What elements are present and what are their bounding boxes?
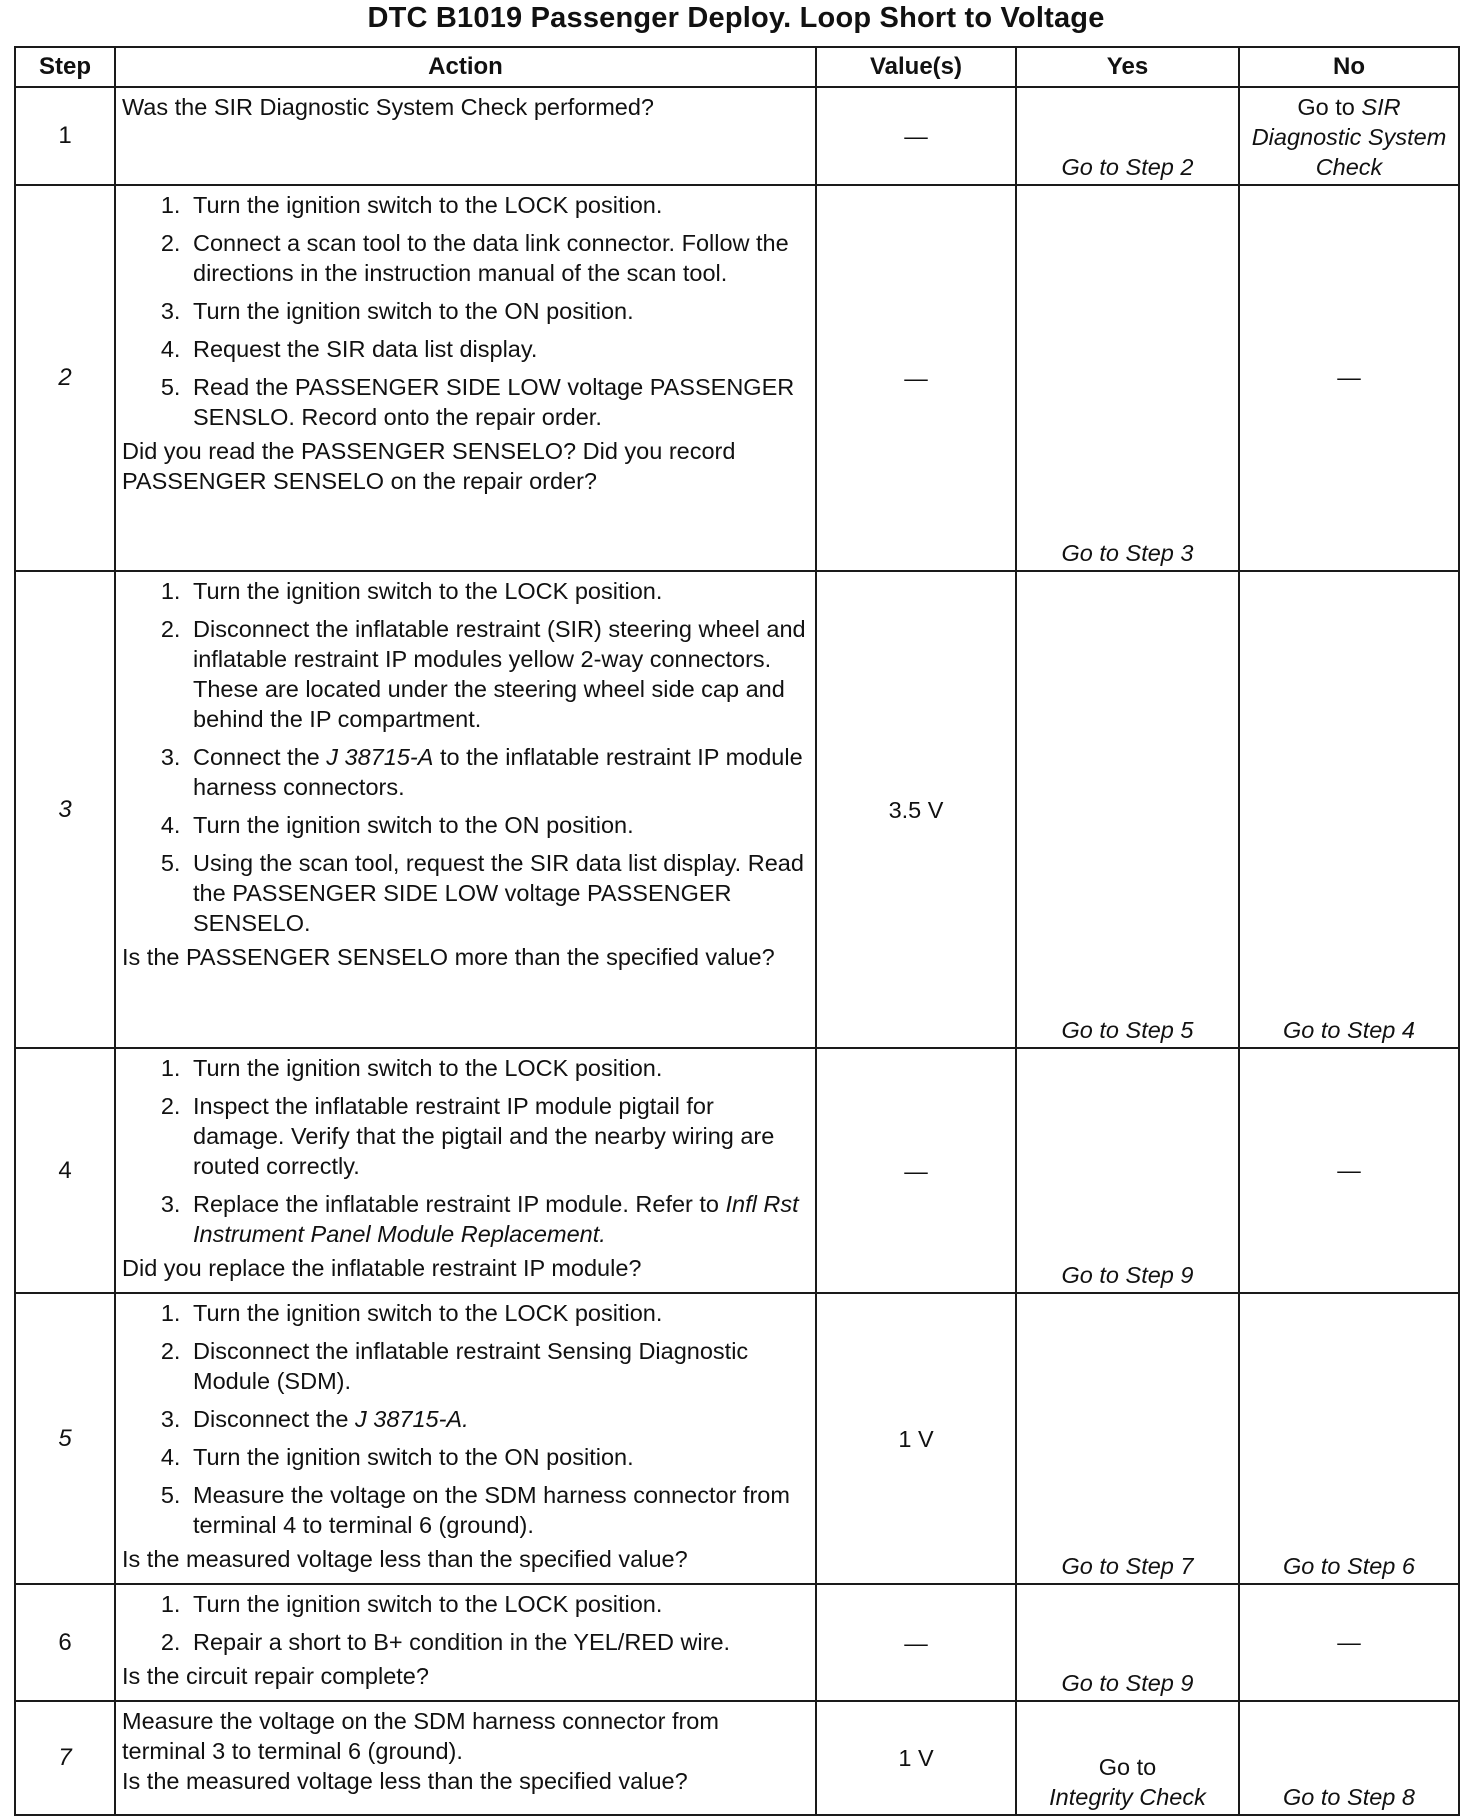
action-step [187, 1189, 809, 1249]
no-prefix: Go to [1297, 94, 1355, 120]
table-row-step-6 [15, 1584, 1459, 1701]
no-go-to-step-4-link[interactable]: Go to Step 4 [1239, 571, 1459, 1048]
action-step-text: Replace the inflatable restraint IP module. Refer to [193, 1191, 719, 1217]
action-step-list [122, 576, 809, 938]
action-step-list [122, 1053, 809, 1249]
action-step: 2. Connect a scan tool to the data link connector. Follow the directions in the instruction manual of the scan tool. [187, 228, 809, 288]
step-number: 7 [15, 1701, 115, 1815]
step-number: 3 [15, 571, 115, 1048]
tool-reference: J 38715-A. [354, 1406, 469, 1432]
action-cell [115, 1048, 816, 1293]
no-cell [1239, 87, 1459, 185]
action-step: 2. Inspect the inflatable restraint IP module pigtail for damage. Verify that the pigtail and the nearby wiring are routed correctly. [187, 1091, 809, 1181]
action-question: Is the measured voltage less than the specified value? [122, 1546, 688, 1572]
action-step [187, 742, 809, 802]
header-yes: Yes [1016, 47, 1239, 87]
yes-go-to-step-7-link[interactable]: Go to Step 7 [1016, 1293, 1239, 1584]
yes-prefix: Go to [1098, 1754, 1157, 1780]
action-step-text: Disconnect the [193, 1406, 349, 1432]
action-step: 2. Disconnect the inflatable restraint Sensing Diagnostic Module (SDM). [187, 1336, 809, 1396]
action-step: 1. Turn the ignition switch to the LOCK position. [187, 576, 809, 606]
procedure-reference-link[interactable]: Infl Rst Instrument Panel Module Replacement. [193, 1191, 799, 1247]
table-row-step-2 [15, 185, 1459, 571]
action-step: 1. Turn the ignition switch to the LOCK position. [187, 1053, 809, 1083]
action-question: Did you read the PASSENGER SENSELO? Did you record PASSENGER SENSELO on the repair order? [122, 438, 736, 494]
action-step: 2. Repair a short to B+ condition in the YEL/RED wire. [187, 1627, 809, 1657]
yes-cell [1016, 1701, 1239, 1815]
table-row-step-3 [15, 571, 1459, 1048]
table-row-step-7 [15, 1701, 1459, 1815]
action-step-list [122, 1298, 809, 1540]
yes-go-to-step-2-link[interactable]: Go to Step 2 [1016, 87, 1239, 185]
action-cell [115, 185, 816, 571]
action-step-list [122, 1589, 809, 1657]
value-cell: 1 V [816, 1293, 1016, 1584]
table-header-row [15, 47, 1459, 87]
value-cell: — [816, 1584, 1016, 1701]
header-step: Step [15, 47, 115, 87]
tool-reference: J 38715-A [326, 744, 434, 770]
table-row-step-5 [15, 1293, 1459, 1584]
action-cell [115, 1701, 816, 1815]
action-cell [115, 1293, 816, 1584]
yes-go-to-step-9-link[interactable]: Go to Step 9 [1016, 1048, 1239, 1293]
action-question: Was the SIR Diagnostic System Check performed? [122, 94, 654, 120]
no-cell: — [1239, 1048, 1459, 1293]
no-go-to-step-6-link[interactable]: Go to Step 6 [1239, 1293, 1459, 1584]
no-go-to-step-8-link[interactable]: Go to Step 8 [1239, 1701, 1459, 1815]
step-number: 6 [15, 1584, 115, 1701]
value-cell: 1 V [816, 1701, 1016, 1815]
no-sir-diagnostic-system-check-link[interactable]: SIR Diagnostic System Check [1251, 94, 1447, 180]
action-step: 3. Turn the ignition switch to the ON position. [187, 296, 809, 326]
action-step: 2. Disconnect the inflatable restraint (SIR) steering wheel and inflatable restraint IP modules yellow 2-way connectors. These are located under the steering wheel side cap and behind the IP compartment. [187, 614, 809, 734]
header-values: Value(s) [816, 47, 1016, 87]
yes-go-to-step-9-link[interactable]: Go to Step 9 [1016, 1584, 1239, 1701]
action-question: Is the measured voltage less than the specified value? [122, 1768, 688, 1794]
value-cell: — [816, 185, 1016, 571]
action-question: Is the PASSENGER SENSELO more than the specified value? [122, 944, 775, 970]
header-action: Action [115, 47, 816, 87]
yes-go-to-step-5-link[interactable]: Go to Step 5 [1016, 571, 1239, 1048]
value-cell: — [816, 1048, 1016, 1293]
step-number: 5 [15, 1293, 115, 1584]
action-question: Did you replace the inflatable restraint IP module? [122, 1255, 642, 1281]
yes-go-to-step-3-link[interactable]: Go to Step 3 [1016, 185, 1239, 571]
action-cell [115, 87, 816, 185]
action-step: 5. Using the scan tool, request the SIR data list display. Read the PASSENGER SIDE LOW voltage PASSENGER SENSELO. [187, 848, 809, 938]
action-step: 5. Read the PASSENGER SIDE LOW voltage PASSENGER SENSLO. Record onto the repair order. [187, 372, 809, 432]
step-number: 4 [15, 1048, 115, 1293]
action-step: 4. Turn the ignition switch to the ON position. [187, 810, 809, 840]
no-cell: — [1239, 185, 1459, 571]
page-title: DTC B1019 Passenger Deploy. Loop Short to Voltage [367, 2, 1105, 34]
action-step: 1. Turn the ignition switch to the LOCK position. [187, 1589, 809, 1619]
yes-integrity-check-link[interactable]: Integrity Check [1049, 1784, 1206, 1810]
table-row-step-1 [15, 87, 1459, 185]
diagnostic-table [14, 46, 1460, 1816]
action-step: 4. Turn the ignition switch to the ON position. [187, 1442, 809, 1472]
table-row-step-4 [15, 1048, 1459, 1293]
step-number: 2 [15, 185, 115, 571]
action-step: 1. Turn the ignition switch to the LOCK position. [187, 1298, 809, 1328]
action-step-text: to the inflatable restraint IP module harness connectors. [193, 744, 803, 800]
header-no: No [1239, 47, 1459, 87]
action-cell [115, 571, 816, 1048]
action-step [187, 1404, 809, 1434]
action-step: 1. Turn the ignition switch to the LOCK position. [187, 190, 809, 220]
value-cell: 3.5 V [816, 571, 1016, 1048]
action-question: Is the circuit repair complete? [122, 1663, 429, 1689]
action-text: Measure the voltage on the SDM harness connector from terminal 3 to terminal 6 (ground). [122, 1708, 719, 1764]
action-step-text: Connect the [193, 744, 320, 770]
value-cell: — [816, 87, 1016, 185]
step-number: 1 [15, 87, 115, 185]
action-cell [115, 1584, 816, 1701]
action-step: 5. Measure the voltage on the SDM harness connector from terminal 4 to terminal 6 (ground). [187, 1480, 809, 1540]
action-step-list [122, 190, 809, 432]
action-step: 4. Request the SIR data list display. [187, 334, 809, 364]
no-cell: — [1239, 1584, 1459, 1701]
